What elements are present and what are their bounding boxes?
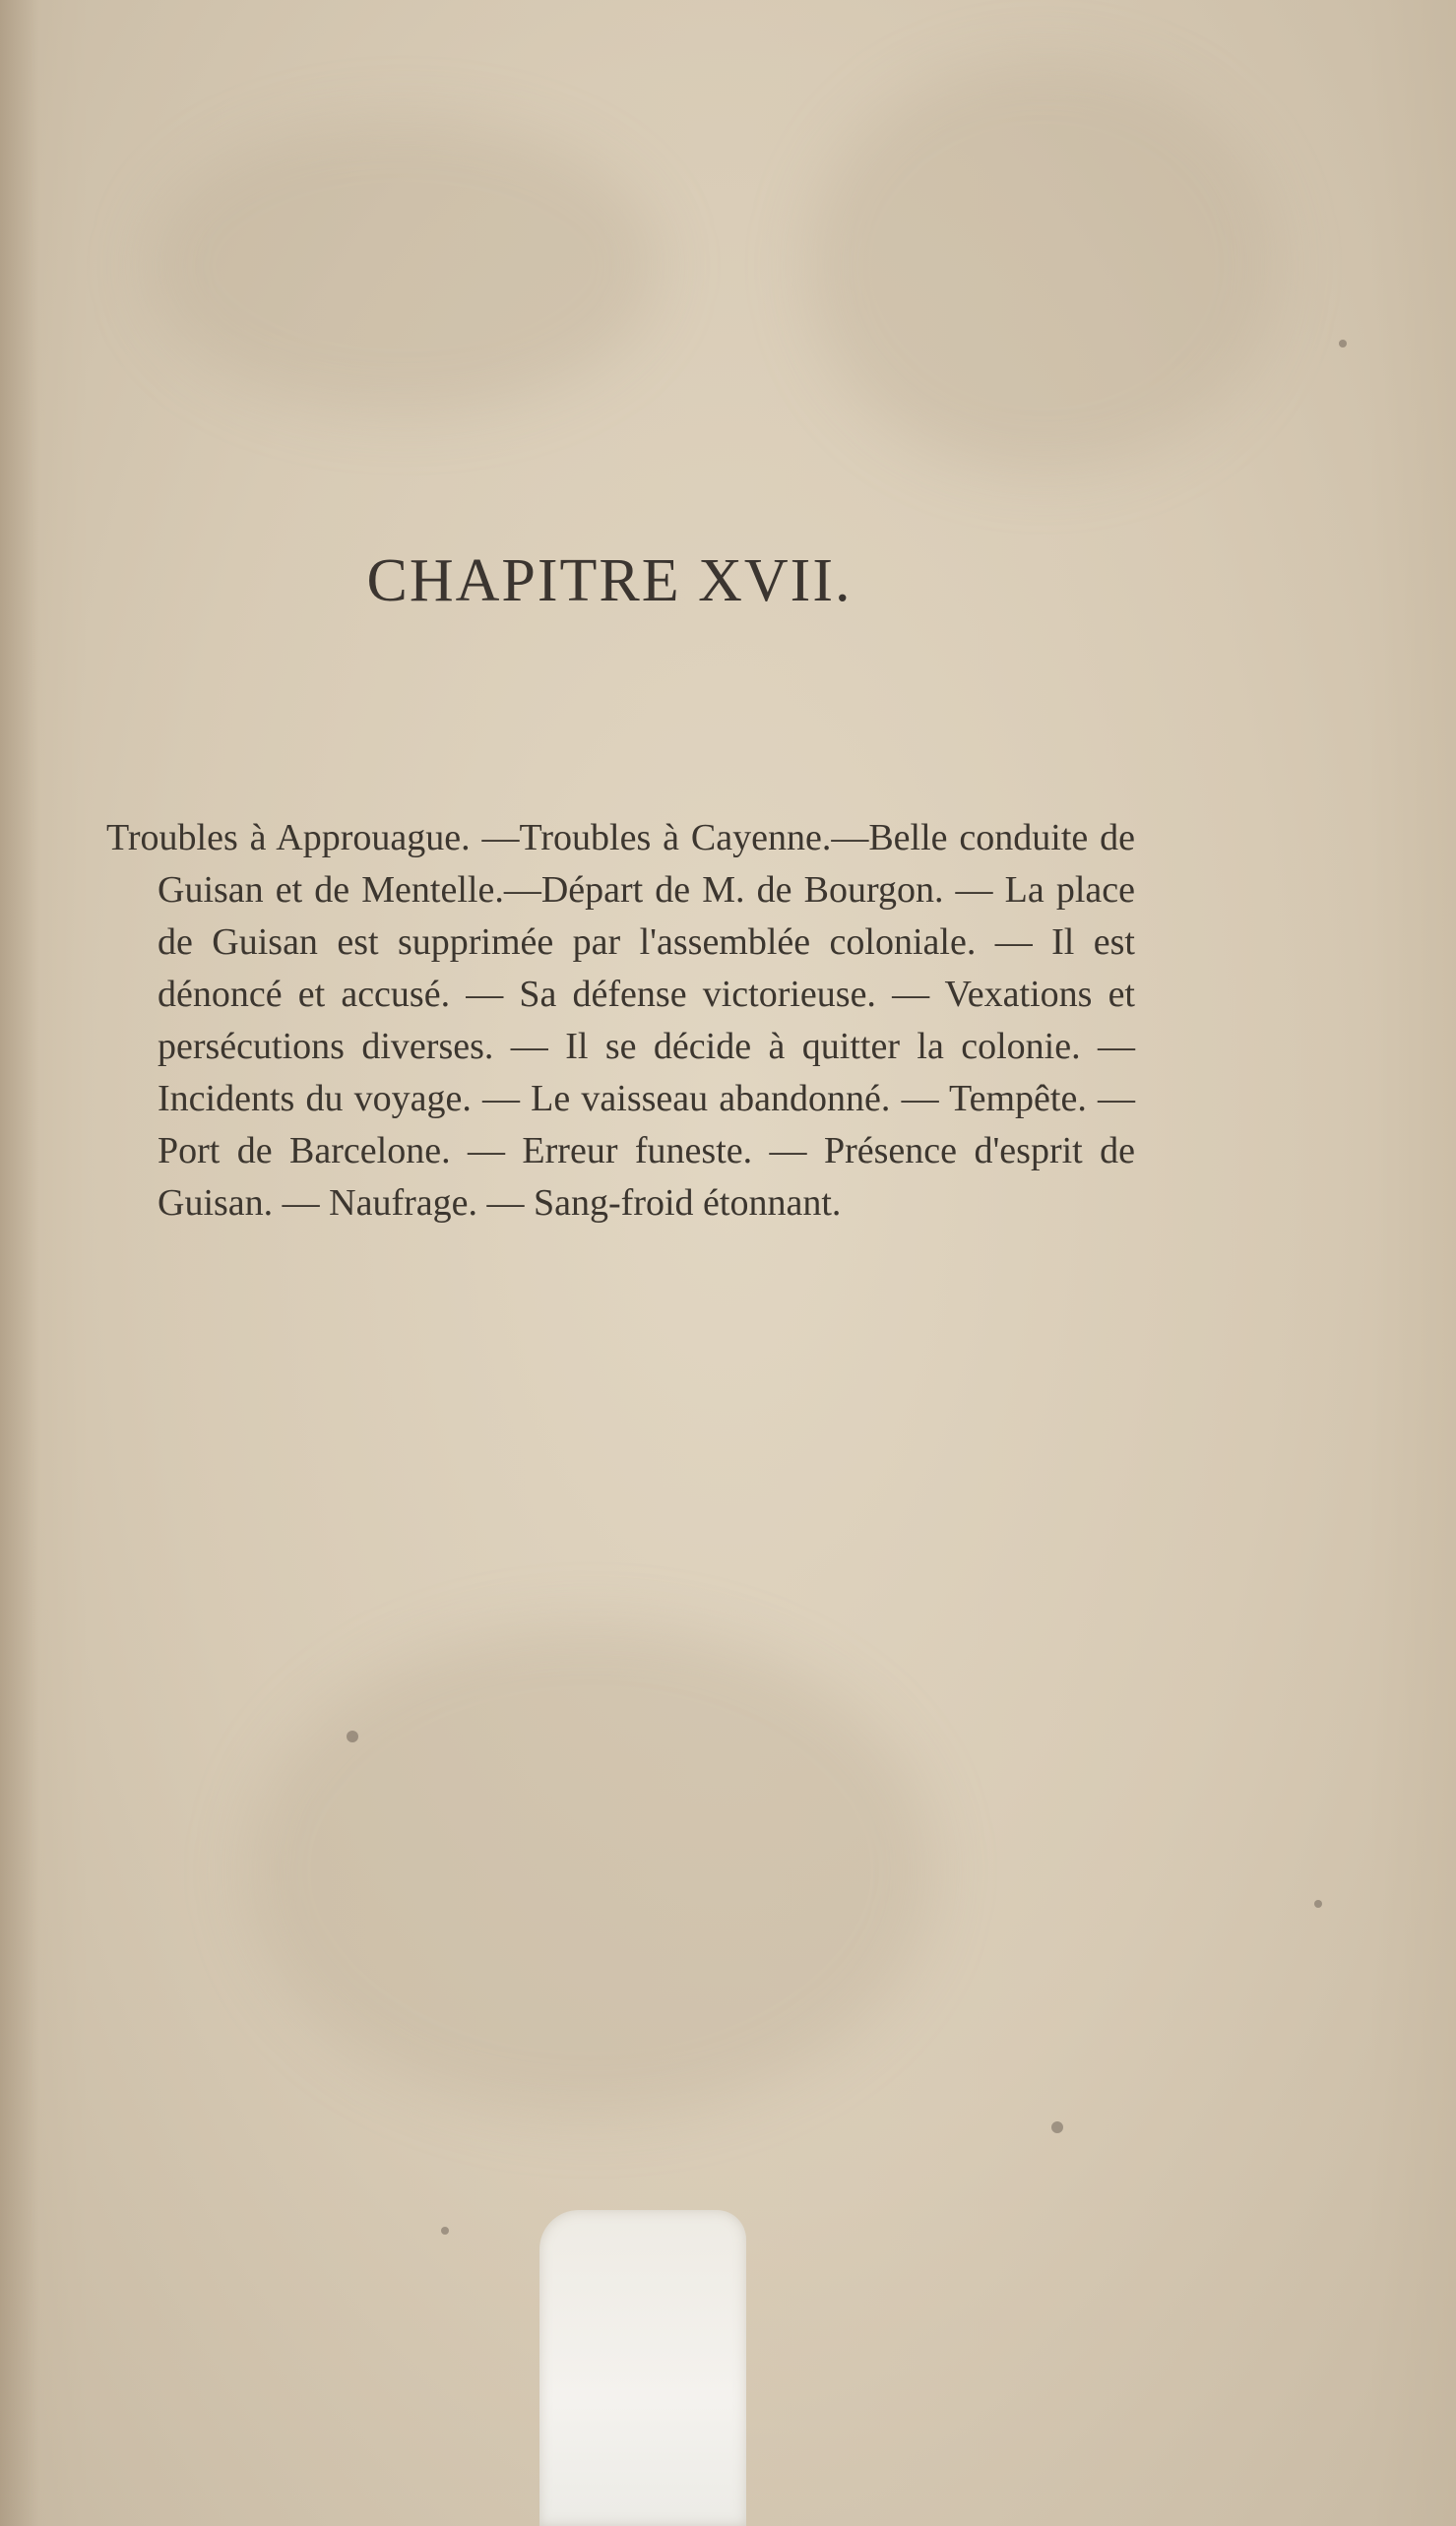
page-stain xyxy=(807,59,1280,473)
ink-speck xyxy=(441,2227,449,2235)
chapter-title: CHAPITRE XVII. xyxy=(366,547,853,614)
chapter-summary-text: Troubles à Approuague. —Troubles à Cayenne.—Belle conduite de Guisan et de Mentelle.—Départ de M. de Bourgon. — La place de Guisan est supprimée par l'assemblée coloniale. — Il est dénoncé et accusé. — Sa défense victorieuse. — Vexations et persécutions diverses. — Il se décide à quitter la colonie. — Incidents du voyage. — Le vaisseau abandonné. — Tempête. — Port de Barcelone. — Erreur funeste. — Présence d'esprit de Guisan. — Naufrage. — Sang-froid étonnant. xyxy=(106,817,1135,1224)
page-stain xyxy=(246,1624,935,2116)
ink-speck xyxy=(1339,340,1347,347)
ink-speck xyxy=(347,1731,358,1742)
ink-speck xyxy=(1314,1900,1322,1908)
paper-tear xyxy=(539,2210,746,2526)
page-stain xyxy=(148,118,660,413)
chapter-summary xyxy=(106,812,1135,1230)
ink-speck xyxy=(1051,2121,1063,2133)
spine-shadow xyxy=(0,0,39,2526)
